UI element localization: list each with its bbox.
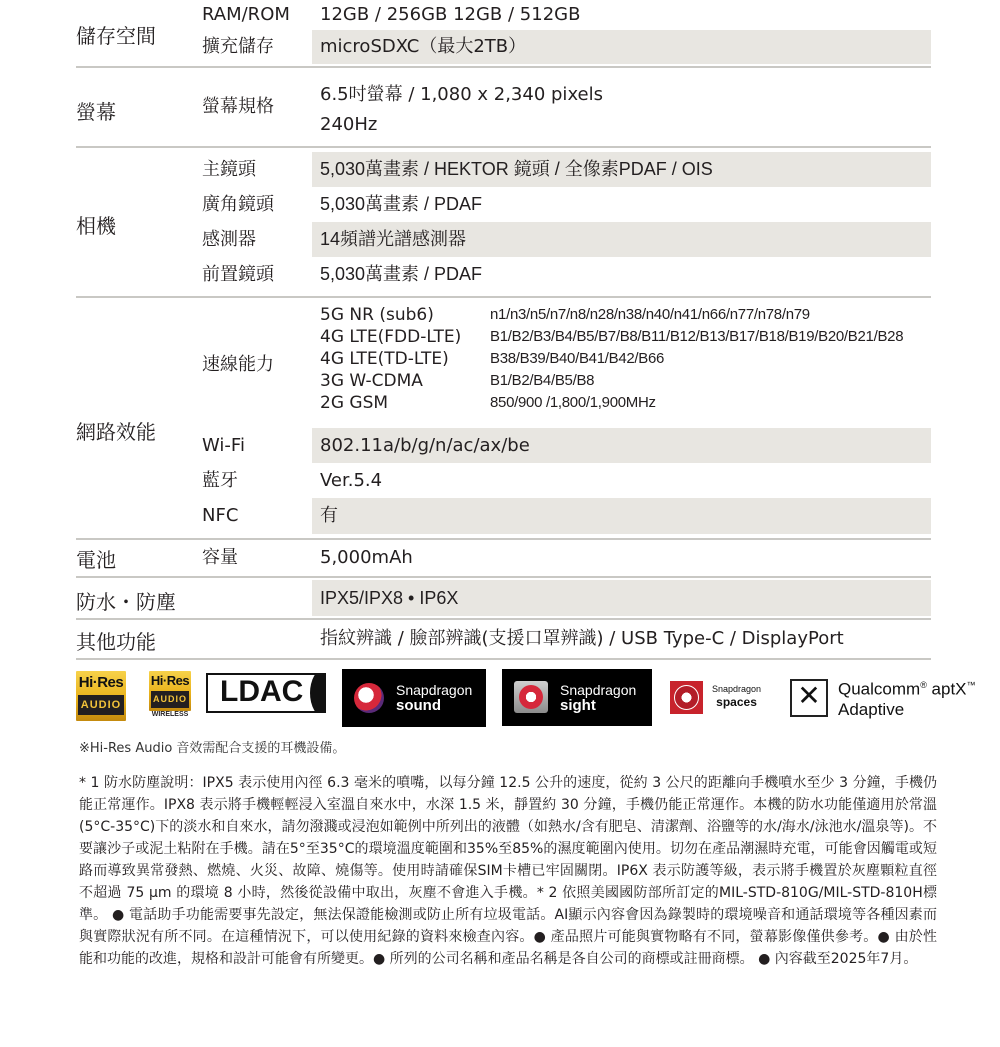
- spec-row-bluetooth: [76, 463, 931, 498]
- logo-text: sight: [560, 697, 596, 714]
- snapdragon-icon: [354, 683, 384, 713]
- section-camera: [76, 152, 931, 298]
- spec-value-refresh: 240Hz: [320, 114, 378, 135]
- registered-mark: ®: [920, 680, 927, 690]
- section-title-network: 網路效能: [76, 420, 156, 444]
- section-title-display: 螢幕: [76, 100, 116, 124]
- band-list: [312, 298, 911, 420]
- spec-value: 5,030萬畫素 / PDAF: [320, 264, 483, 284]
- band-value: B38/B39/B40/B41/B42/B66: [490, 350, 665, 367]
- spec-row-capacity: [76, 540, 931, 576]
- band-value: n1/n3/n5/n7/n8/n28/n38/n40/n41/n66/n77/n78/n79: [490, 306, 810, 323]
- spec-value: 12GB / 256GB 12GB / 512GB: [320, 4, 581, 25]
- band-name: 4G LTE(FDD-LTE): [320, 327, 462, 347]
- spec-value: 5,000mAh: [320, 547, 413, 568]
- camera-icon: [514, 681, 548, 713]
- band-value: B1/B2/B4/B5/B8: [490, 372, 595, 389]
- logo-text: Snapdragon: [712, 684, 762, 694]
- spec-value: 14頻譜光譜感測器: [312, 222, 931, 257]
- ldac-text: LDAC: [220, 675, 304, 708]
- spec-label: 螢幕規格: [202, 96, 274, 117]
- spec-label: RAM/ROM: [202, 4, 290, 25]
- hires-audio-logo: [76, 671, 126, 721]
- wireless-text: WIRELESS: [151, 711, 189, 718]
- snapdragon-spaces-logo: [670, 679, 780, 715]
- band-row: [320, 392, 903, 414]
- spec-label: 主鏡頭: [202, 159, 256, 180]
- footnote: * 1 防水防塵說明：IPX5 表示使用內徑 6.3 毫米的噴嘴，以每分鐘 12.5 公升的速度，從約 3 公尺的距離向手機噴水至少 3 分鐘，手機仍能正常運作。IPX8 表示將手機輕輕浸入室溫自來水中，水深 1.5 米，靜置約 30 分鐘，手機仍能正常運作。本機的防水功能僅適用於常溫(5°C-35°C)下的淡水和自來水，請勿潑濺或浸泡如範例中所列出的液體（如熱水/含有肥皂、清潔劑、浴鹽等的水/海水/泳池水/溫泉等)。不要讓沙子或泥土粘附在手機。請在5°至35°C的環境溫度範圍和35%至85%的濕度範圍內使用。切勿在產品潮濕時充電，可能會因觸電或短路而導致異常發熱、燃燒、火災、故障、燒傷等。使用時請確保SIM卡槽已牢固關閉。IP6X 表示防護等級，表示將手機置於灰塵顆粒直徑不超過 75 µm 的環境 8 小時，然後從設備中取出，灰塵不會進入手機。* 2 依照美國國防部所訂定的MIL-STD-810G/MIL-STD-810H標準。 ● 電話助手功能需要事先設定，無法保證能檢測或防止所有垃圾電話。AI顯示內容會因為錄製時的環境噪音和通話環境等各種因素而與實際狀況有所不同。在這種情況下，可以使用紀錄的資料來檢查內容。● 產品照片可能與實物略有不同，螢幕影像僅供參考。● 由於性能和功能的改進，規格和設計可能會有所變更。● 所列的公司名稱和產品名稱是各自公司的商標或註冊商標。 ● 內容截至2025年7月。: [79, 775, 937, 967]
- hires-bottom-text: AUDIO: [151, 691, 189, 708]
- spec-value: Ver.5.4: [320, 470, 383, 491]
- certification-logos: [76, 667, 976, 727]
- spec-label: 感測器: [202, 229, 256, 250]
- band-name: 5G NR (sub6): [320, 305, 434, 325]
- spec-value: 5,030萬畫素 / PDAF: [320, 194, 483, 214]
- spec-label: 擴充儲存: [202, 36, 274, 57]
- section-title-battery: 電池: [76, 548, 116, 572]
- hires-top-text: Hi·Res: [150, 673, 190, 688]
- logo-text: Qualcomm: [838, 679, 921, 699]
- spec-value: 5,030萬畫素 / HEKTOR 鏡頭 / 全像素PDAF / OIS: [312, 152, 931, 187]
- section-network: [76, 298, 931, 540]
- spec-row-wide-camera: [76, 187, 931, 222]
- spec-row-ram-rom: [76, 0, 931, 30]
- logo-text: Adaptive: [838, 699, 905, 719]
- trademark-mark: ™: [966, 680, 976, 690]
- spec-row-other: [76, 620, 931, 658]
- section-other: [76, 620, 931, 660]
- band-value: 850/900 /1,800/1,900MHz: [490, 394, 656, 411]
- spec-row-expansion: [76, 30, 931, 64]
- section-title-camera: 相機: [76, 214, 116, 238]
- spec-value: 指紋辨識 / 臉部辨識(支援口罩辨識) / USB Type-C / DisplayPort: [320, 628, 844, 649]
- band-name: 4G LTE(TD-LTE): [320, 349, 449, 369]
- band-name: 2G GSM: [320, 393, 389, 413]
- snapdragon-sound-logo: [342, 669, 486, 727]
- spec-value: 有: [312, 498, 931, 534]
- band-value: B1/B2/B3/B4/B5/B7/B8/B11/B12/B13/B17/B18/B19/B20/B21/B28: [490, 328, 904, 345]
- aptx-adaptive-logo: [838, 675, 976, 720]
- section-water-dust: [76, 580, 931, 620]
- spec-label: Wi-Fi: [202, 435, 245, 456]
- spec-label: NFC: [202, 505, 239, 526]
- logo-text: Snapdragon: [560, 682, 637, 698]
- spec-label: 藍牙: [202, 470, 238, 491]
- section-title-other: 其他功能: [76, 630, 156, 654]
- section-title-water-dust: 防水・防塵: [76, 590, 176, 614]
- hires-top-text: Hi·Res: [78, 674, 124, 691]
- snapdragon-sight-logo: [502, 669, 652, 726]
- band-name: 3G W-CDMA: [320, 371, 423, 391]
- spec-label: 速線能力: [202, 354, 274, 375]
- aptx-icon: ✕: [790, 679, 828, 717]
- spec-value: 6.5吋螢幕 / 1,080 x 2,340 pixels: [320, 84, 603, 105]
- ldac-logo: [206, 673, 326, 713]
- logo-text: spaces: [716, 695, 757, 709]
- band-row: [320, 370, 903, 392]
- spec-table: [76, 0, 931, 660]
- spec-label: 前置鏡頭: [202, 264, 274, 285]
- spec-row-screen: [76, 68, 931, 140]
- logo-text: sound: [396, 697, 441, 714]
- spec-value: IPX5/IPX8 • IP6X: [312, 580, 931, 616]
- spec-label: 廣角鏡頭: [202, 194, 274, 215]
- hires-audio-wireless-logo: [149, 671, 191, 723]
- spec-row-connectivity: [76, 298, 931, 428]
- spec-row-wifi: [76, 428, 931, 463]
- hires-bottom-text: AUDIO: [78, 695, 124, 715]
- spec-row-main-camera: [76, 152, 931, 187]
- band-row: [320, 326, 903, 348]
- section-display: [76, 68, 931, 148]
- band-row: [320, 304, 903, 326]
- section-storage: [76, 0, 931, 68]
- snapdragon-icon: [670, 681, 703, 714]
- spec-row-front-camera: [76, 257, 931, 292]
- section-battery: [76, 540, 931, 578]
- hires-note: ※Hi-Res Audio 音效需配合支援的耳機設備。: [79, 741, 346, 756]
- spec-value: microSDXC（最大2TB）: [312, 30, 931, 64]
- logo-text: aptX: [926, 679, 967, 699]
- spec-label: 容量: [202, 547, 238, 568]
- spec-row-water: [76, 580, 931, 616]
- spec-value: 802.11a/b/g/n/ac/ax/be: [312, 428, 931, 463]
- spec-row-nfc: [76, 498, 931, 536]
- band-row: [320, 348, 903, 370]
- spec-row-sensor: [76, 222, 931, 257]
- logo-text: Snapdragon: [396, 682, 473, 698]
- section-title-storage: 儲存空間: [76, 24, 156, 48]
